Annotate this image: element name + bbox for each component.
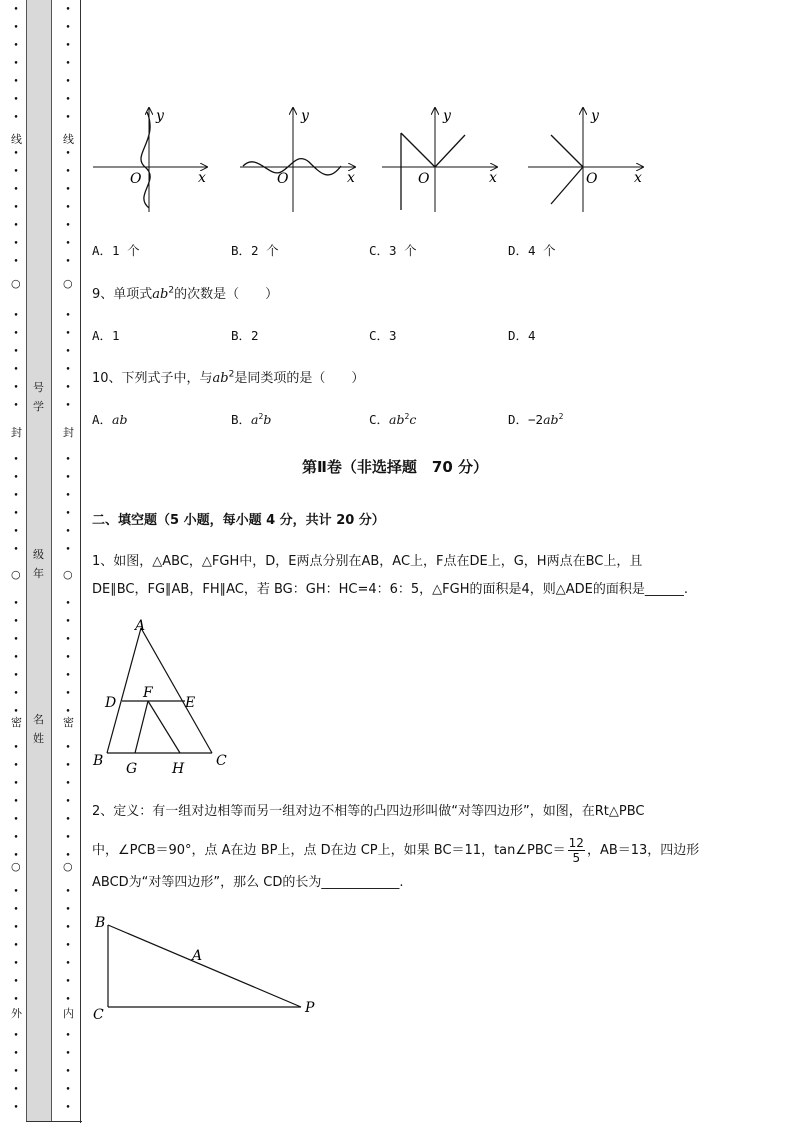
q10-option-a-expr: ab	[112, 412, 128, 427]
margin-dot: •	[13, 311, 19, 321]
margin-dot: •	[13, 635, 19, 645]
fill1-line-1: 1、如图，△ABC，△FGH中，D，E两点分别在AB，AC上，F点在DE上，G，H两点在BC上，且	[92, 554, 643, 569]
inner-label-seal: 封	[63, 426, 74, 439]
margin-dot: •	[13, 743, 19, 753]
margin-dot: •	[13, 383, 19, 393]
margin-dot: •	[65, 887, 71, 897]
margin-dot: •	[13, 959, 19, 969]
margin-dot: •	[65, 653, 71, 663]
outer-circle-3: ○	[11, 860, 21, 873]
margin-dot: •	[65, 1103, 71, 1113]
margin-dot: •	[13, 887, 19, 897]
graph-3-origin-label: O	[418, 171, 430, 187]
q9-option-c[interactable]: C．3	[369, 328, 397, 343]
q10-suffix: 是同类项的是（ ）	[234, 371, 365, 386]
outer-circle-2: ○	[11, 568, 21, 581]
fill1-triangle-figure	[85, 610, 245, 780]
margin-dot: •	[65, 959, 71, 969]
margin-dot: •	[65, 1067, 71, 1077]
margin-dot: •	[65, 923, 71, 933]
q10-option-d-coef: −2	[528, 412, 544, 427]
fill2-label-p: P	[305, 1000, 315, 1016]
outer-label-outside: 外	[11, 1007, 22, 1020]
graph-2	[240, 108, 355, 212]
q10-option-c-rest: c	[409, 412, 417, 427]
margin-dot: •	[65, 5, 71, 15]
margin-dot: •	[65, 797, 71, 807]
margin-dot: •	[65, 707, 71, 717]
margin-dot: •	[13, 941, 19, 951]
margin-dot: •	[65, 185, 71, 195]
margin-dot: •	[65, 617, 71, 627]
margin-dot: •	[65, 1085, 71, 1095]
q9-option-a[interactable]: A．1	[92, 328, 120, 343]
q10-option-c-exp: 2	[404, 411, 410, 421]
tan-fraction-denominator: 5	[572, 851, 581, 865]
margin-dot: •	[65, 59, 71, 69]
q10-option-d-letter: D．	[508, 412, 529, 427]
outer-label-line: 线	[11, 133, 22, 146]
q10-term: ab	[212, 371, 229, 386]
fill1-label-h: H	[172, 761, 185, 777]
margin-dot: •	[13, 365, 19, 375]
margin-dot: •	[13, 905, 19, 915]
margin-dot: •	[13, 41, 19, 51]
fill2-label-c: C	[93, 1007, 104, 1023]
margin-dot: •	[13, 761, 19, 771]
q10-option-c-letter: C．	[369, 412, 390, 427]
fill1-label-b: B	[93, 753, 104, 769]
outer-label-secret: 密	[11, 716, 22, 729]
margin-dot: •	[65, 1031, 71, 1041]
margin-dot: •	[65, 23, 71, 33]
margin-dot: •	[65, 383, 71, 393]
q10-option-c-base: ab	[389, 412, 405, 427]
margin-dot: •	[65, 743, 71, 753]
margin-dot: •	[65, 527, 71, 537]
margin-dot: •	[65, 401, 71, 411]
margin-dot: •	[13, 1031, 19, 1041]
q9-suffix: 的次数是（ ）	[174, 287, 279, 302]
margin-dot: •	[13, 653, 19, 663]
margin-dot: •	[13, 545, 19, 555]
fill2-line-2-start: 中，∠PCB＝90°，点 A在边 BP上，点 D在边 CP上，如果 BC＝11，tan∠PBC＝	[92, 843, 566, 858]
q8-option-a[interactable]: A．1 个	[92, 243, 140, 258]
q9-term: ab	[152, 287, 169, 302]
margin-dot: •	[65, 95, 71, 105]
graph-1-origin-label: O	[130, 171, 142, 187]
q10-option-b[interactable]	[231, 410, 271, 428]
fill1-label-f: F	[143, 685, 153, 701]
q10-option-d[interactable]	[508, 410, 563, 428]
margin-dot: •	[13, 1049, 19, 1059]
q8-option-b[interactable]: B．2 个	[231, 243, 279, 258]
inner-circle-2: ○	[63, 568, 73, 581]
graph-2-x-label: x	[347, 170, 355, 186]
fill1-label-a: A	[135, 618, 146, 634]
margin-dot: •	[13, 473, 19, 483]
q10-option-a-letter: A．	[92, 412, 113, 427]
margin-dot: •	[13, 401, 19, 411]
margin-dot: •	[65, 689, 71, 699]
margin-dot: •	[65, 671, 71, 681]
margin-dot: •	[13, 599, 19, 609]
margin-dot: •	[13, 689, 19, 699]
fill1-label-e: E	[185, 695, 196, 711]
inner-circle-1: ○	[63, 277, 73, 290]
graph-3-x-label: x	[489, 170, 497, 186]
margin-dot: •	[65, 905, 71, 915]
margin-dot: •	[13, 203, 19, 213]
q10-option-a[interactable]	[92, 410, 128, 428]
margin-dot: •	[13, 923, 19, 933]
margin-dot: •	[13, 455, 19, 465]
grade-field-label: 级年	[33, 548, 44, 580]
graph-4	[528, 108, 643, 212]
q9-exponent: 2	[168, 285, 175, 296]
graph-1-x-label: x	[198, 170, 206, 186]
student-id-field-label: 号学	[33, 381, 44, 413]
q8-option-c[interactable]: C．3 个	[369, 243, 417, 258]
margin-dot: •	[65, 239, 71, 249]
fill1-label-c: C	[216, 753, 227, 769]
margin-dot: •	[65, 41, 71, 51]
fill2-line-3: ABCD为“对等四边形”，那么 CD的长为____________.	[92, 875, 404, 890]
margin-dot: •	[13, 617, 19, 627]
margin-dot: •	[65, 995, 71, 1005]
margin-dot: •	[13, 491, 19, 501]
q10-exponent: 2	[228, 369, 235, 380]
margin-dot: •	[65, 473, 71, 483]
fill2-label-b: B	[95, 915, 106, 931]
graph-3	[382, 108, 497, 212]
outer-circle-1: ○	[11, 277, 21, 290]
margin-dot: •	[65, 77, 71, 87]
margin-dot: •	[13, 167, 19, 177]
fill2-line-2-end: ，AB＝13，四边形	[586, 843, 700, 858]
margin-dot: •	[13, 509, 19, 519]
margin-dot: •	[65, 149, 71, 159]
q10-question	[92, 367, 364, 386]
margin-dot: •	[13, 1085, 19, 1095]
margin-dot: •	[65, 347, 71, 357]
fill2-label-a: A	[192, 948, 203, 964]
margin-dot: •	[13, 851, 19, 861]
margin-dot: •	[13, 815, 19, 825]
margin-dot: •	[13, 95, 19, 105]
margin-bottom-rule	[26, 1121, 82, 1122]
q9-option-d[interactable]: D．4	[508, 328, 536, 343]
margin-dot: •	[65, 1049, 71, 1059]
margin-dot: •	[65, 221, 71, 231]
margin-dot: •	[13, 23, 19, 33]
q10-option-c[interactable]	[369, 410, 416, 428]
margin-dot: •	[13, 59, 19, 69]
margin-dot: •	[65, 545, 71, 555]
inner-circle-3: ○	[63, 860, 73, 873]
q8-option-d[interactable]: D．4 个	[508, 243, 556, 258]
q9-option-b[interactable]: B．2	[231, 328, 259, 343]
q10-option-b-rest: b	[263, 412, 272, 427]
graph-2-y-label: y	[301, 108, 309, 124]
margin-dot: •	[65, 167, 71, 177]
margin-dot: •	[13, 149, 19, 159]
q9-prefix: 9、单项式	[92, 287, 153, 302]
graph-1-y-label: y	[156, 108, 164, 124]
margin-dot: •	[13, 527, 19, 537]
margin-dot: •	[65, 113, 71, 123]
margin-dot: •	[65, 815, 71, 825]
margin-dot: •	[13, 5, 19, 15]
outer-label-seal: 封	[11, 426, 22, 439]
margin-dot: •	[65, 455, 71, 465]
graph-4-origin-label: O	[586, 171, 598, 187]
margin-dot: •	[13, 113, 19, 123]
margin-dot: •	[13, 1067, 19, 1077]
graph-1	[93, 108, 207, 212]
q10-option-b-base: a	[251, 412, 259, 427]
margin-dot: •	[13, 1103, 19, 1113]
margin-dot: •	[13, 707, 19, 717]
margin-dot: •	[65, 941, 71, 951]
margin-dot: •	[13, 347, 19, 357]
margin-dot: •	[13, 185, 19, 195]
q10-option-b-exp: 2	[258, 411, 264, 421]
tan-fraction-numerator: 12	[568, 836, 584, 850]
q10-prefix: 10、下列式子中，与	[92, 371, 213, 386]
graph-4-y-label: y	[591, 108, 599, 124]
margin-dot: •	[13, 779, 19, 789]
margin-dot: •	[13, 77, 19, 87]
graph-4-x-label: x	[634, 170, 642, 186]
fill1-label-d: D	[105, 695, 117, 711]
margin-rule	[80, 0, 81, 1123]
fill1-label-g: G	[126, 761, 138, 777]
margin-dot: •	[65, 509, 71, 519]
fill1-line-2: DE∥BC，FG∥AB，FH∥AC，若 BG：GH：HC=4：6：5，△FGH的面积是4，则△ADE的面积是______.	[92, 582, 688, 597]
inner-label-secret: 密	[63, 716, 74, 729]
margin-dot: •	[65, 329, 71, 339]
margin-dot: •	[65, 203, 71, 213]
margin-dot: •	[65, 491, 71, 501]
name-field-label: 名姓	[33, 713, 44, 745]
q8-function-graphs	[85, 100, 665, 220]
margin-dot: •	[13, 833, 19, 843]
binding-margin	[0, 0, 82, 1123]
fill2-line-2	[92, 836, 699, 865]
q9-question	[92, 283, 278, 302]
margin-dot: •	[13, 797, 19, 807]
fill2-right-triangle-figure	[85, 905, 325, 1025]
margin-dot: •	[65, 779, 71, 789]
margin-dot: •	[13, 221, 19, 231]
margin-dot: •	[65, 977, 71, 987]
margin-dot: •	[65, 257, 71, 267]
margin-dot: •	[65, 761, 71, 771]
q10-option-d-exp: 2	[558, 411, 564, 421]
margin-dot: •	[13, 671, 19, 681]
graph-3-y-label: y	[443, 108, 451, 124]
margin-dot: •	[13, 239, 19, 249]
inner-label-line: 线	[63, 133, 74, 146]
section-2-subtitle: 二、填空题（5 小题，每小题 4 分，共计 20 分）	[92, 513, 385, 528]
margin-dot: •	[65, 311, 71, 321]
margin-dot: •	[65, 635, 71, 645]
margin-dot: •	[65, 599, 71, 609]
section-2-title: 第Ⅱ卷（非选择题 70 分）	[302, 458, 488, 476]
margin-dot: •	[65, 365, 71, 375]
margin-dot: •	[13, 329, 19, 339]
graph-2-origin-label: O	[277, 171, 289, 187]
margin-dot: •	[13, 995, 19, 1005]
margin-dot: •	[13, 977, 19, 987]
margin-dot: •	[13, 257, 19, 267]
inner-label-inside: 内	[63, 1007, 74, 1020]
q10-option-b-letter: B．	[231, 412, 252, 427]
margin-dot: •	[65, 851, 71, 861]
fill2-line-1: 2、定义：有一组对边相等而另一组对边不相等的凸四边形叫做“对等四边形”，如图，在Rt△PBC	[92, 804, 645, 819]
tan-fraction	[568, 836, 585, 865]
margin-dot: •	[65, 833, 71, 843]
q10-option-d-base: ab	[543, 412, 559, 427]
